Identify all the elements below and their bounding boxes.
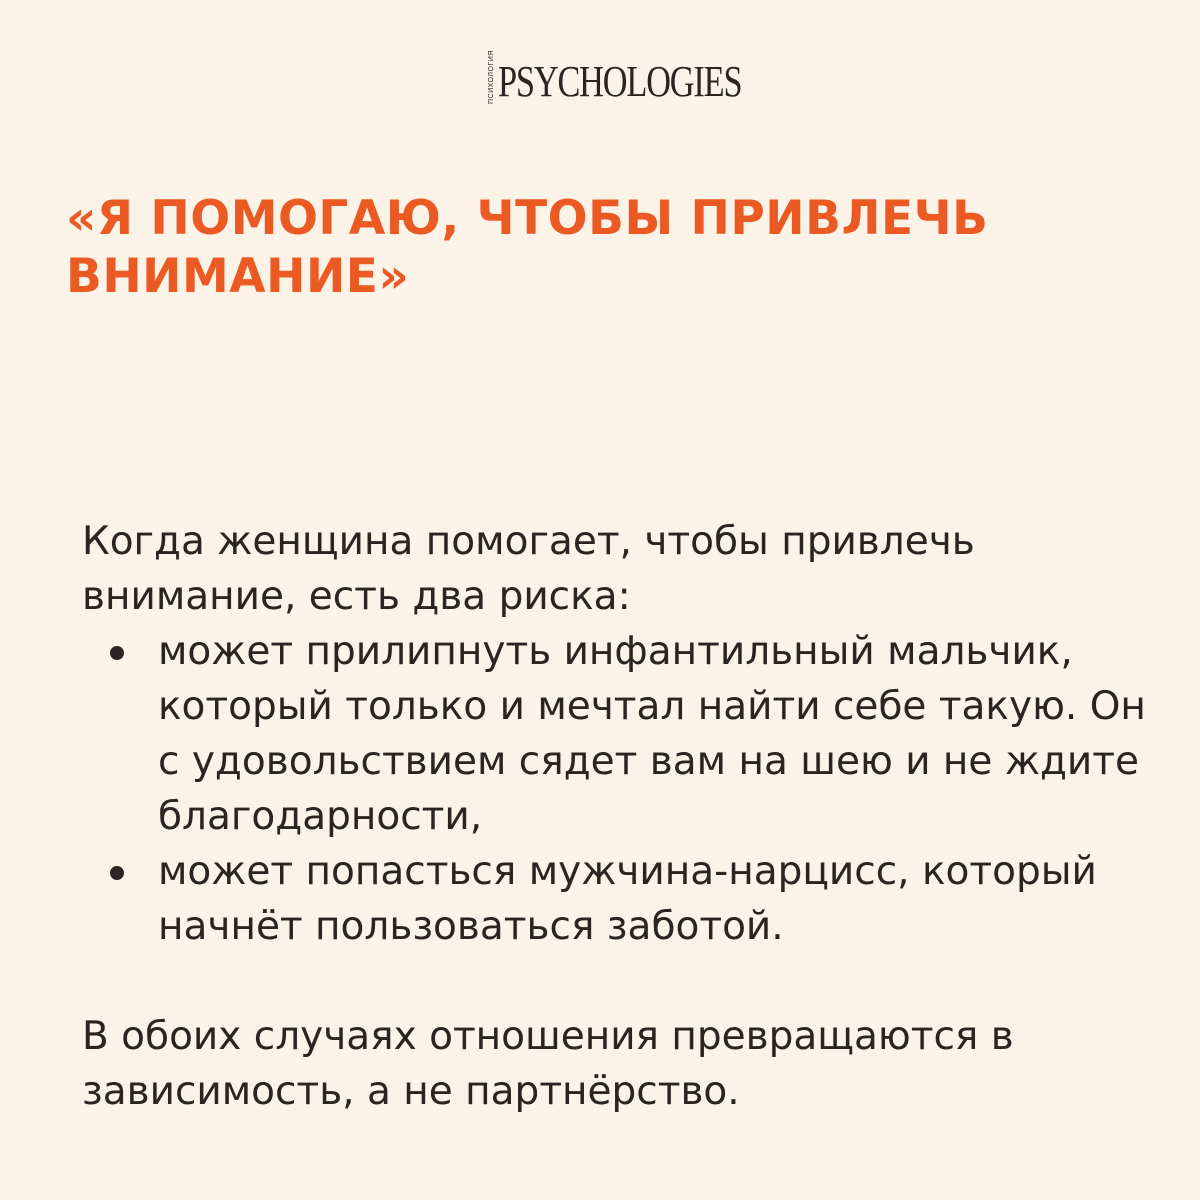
- brand-logo: [0, 50, 1200, 106]
- headline: «Я ПОМОГАЮ, ЧТОБЫ ПРИВЛЕЧЬ ВНИМАНИЕ»: [66, 191, 989, 304]
- logo-small-text: ПСИХОЛОГИЯ: [488, 50, 495, 104]
- bullet-icon: [110, 646, 124, 660]
- intro-paragraph: Когда женщина помогает, чтобы привлечь внимание, есть два риска:: [82, 519, 975, 619]
- bullet-icon: [110, 866, 124, 880]
- list-item: [82, 624, 1162, 844]
- list-item-text: может прилипнуть инфантильный мальчик, который только и мечтал найти себе такую. Он с удовольствием сядет вам на шею и не ждите благодарности,: [158, 629, 1146, 839]
- risk-list: [82, 624, 1162, 954]
- list-item-text: может попасться мужчина-нарцисс, который начнёт пользоваться заботой.: [158, 849, 1097, 949]
- article-body: [82, 514, 1162, 1119]
- logo-name: PSYCHOLOGIES: [498, 57, 742, 106]
- list-item: [82, 844, 1162, 954]
- logo-wordmark: [488, 50, 742, 106]
- conclusion-paragraph: В обоих случаях отношения превращаются в зависимость, а не партнёрство.: [82, 1014, 1014, 1114]
